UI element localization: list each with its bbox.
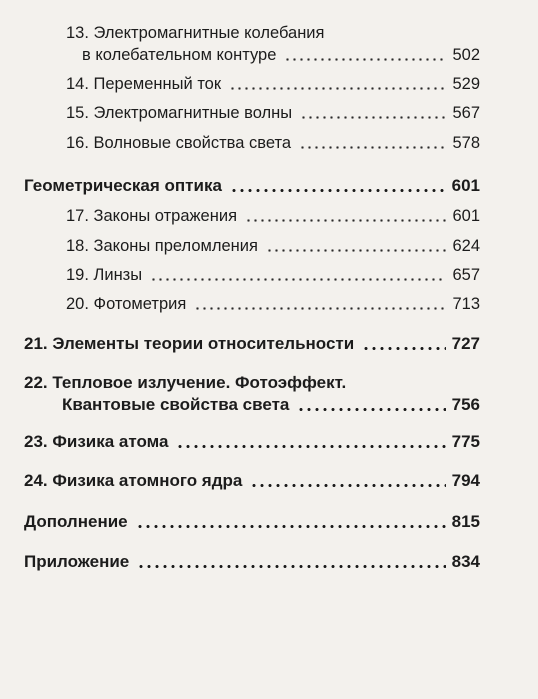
toc-entry-title: 18. Законы преломления — [66, 237, 258, 255]
toc-page-number: 601 — [451, 176, 480, 195]
toc-page-number: 624 — [452, 237, 480, 255]
leader-dots — [136, 525, 446, 528]
leader-dots — [266, 249, 446, 252]
toc-page-number: 756 — [451, 395, 480, 414]
leader-dots — [297, 408, 445, 411]
leader-dots — [362, 347, 445, 350]
toc-entry-title: 17. Законы отражения — [66, 207, 238, 225]
toc-page-number: 529 — [452, 75, 480, 93]
toc-page-number: 775 — [451, 432, 480, 451]
toc-entry-title: 13. Электромагнитные колебания — [66, 24, 325, 42]
toc-entry-title: 19. Линзы — [66, 266, 143, 284]
toc-entry-title: 20. Фотометрия — [66, 295, 187, 313]
leader-dots — [284, 58, 446, 61]
toc-page-number: 657 — [452, 266, 480, 284]
leader-dots — [299, 146, 446, 149]
toc-section-title: 23. Физика атома — [24, 432, 169, 451]
toc-page-number: 834 — [451, 552, 480, 571]
toc-page-number: 794 — [451, 471, 480, 490]
toc-page-number: 727 — [451, 334, 480, 353]
toc-section-title-cont: Квантовые свойства света — [62, 395, 290, 414]
leader-dots — [230, 189, 446, 192]
toc-page-number: 815 — [451, 512, 480, 531]
leader-dots — [250, 484, 445, 487]
leader-dots — [300, 116, 446, 119]
toc-page-number: 567 — [452, 104, 480, 122]
leader-dots — [245, 219, 446, 222]
toc-section-title: 21. Элементы теории относительности — [24, 334, 355, 353]
leader-dots — [176, 445, 445, 448]
toc-section-title: Геометрическая оптика — [24, 176, 222, 195]
toc-entry-title: 15. Электромагнитные волны — [66, 104, 293, 122]
leader-dots — [194, 307, 446, 310]
leader-dots — [150, 278, 446, 281]
toc-section-title: 24. Физика атомного ядра — [24, 471, 243, 490]
toc-section-title: Приложение — [24, 552, 130, 571]
toc-page-number: 578 — [452, 134, 480, 152]
toc-entry-title: 16. Волновые свойства света — [66, 134, 292, 152]
toc-page-number: 601 — [452, 207, 480, 225]
toc-page-number: 502 — [452, 46, 480, 64]
toc-entry-title: 14. Переменный ток — [66, 75, 222, 93]
toc-section-title: 22. Тепловое излучение. Фотоэффект. — [24, 373, 347, 392]
leader-dots — [229, 87, 446, 90]
toc-page-number: 713 — [452, 295, 480, 313]
toc-section-title: Дополнение — [24, 512, 128, 531]
toc-entry-title-cont: в колебательном контуре — [82, 46, 277, 64]
leader-dots — [137, 565, 445, 568]
